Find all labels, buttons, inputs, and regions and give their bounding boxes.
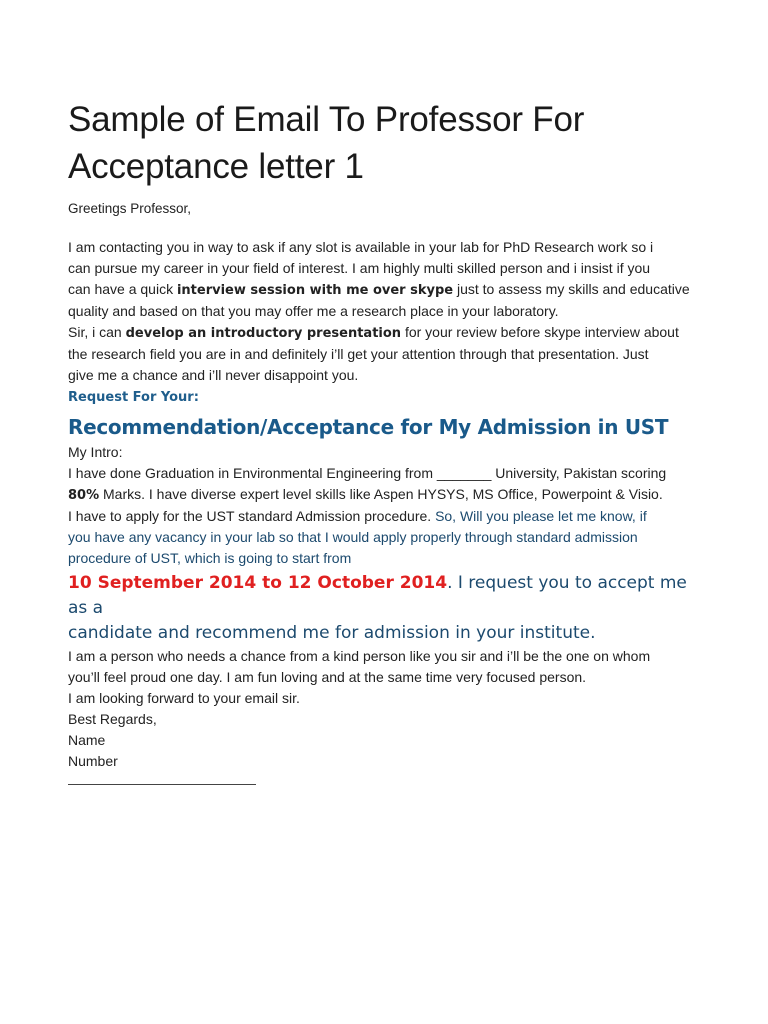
para1-line-6: the research field you are in and definitely i’ll get your attention through that presentation. Just bbox=[68, 346, 649, 362]
my-intro-section bbox=[68, 442, 708, 569]
signature-divider bbox=[68, 784, 256, 785]
greeting: Greetings Professor, bbox=[68, 201, 192, 216]
closing-line-2: you’ll feel proud one day. I am fun loving and at the same time very focused person. bbox=[68, 669, 587, 685]
dates-line-1 bbox=[68, 571, 708, 621]
my-intro-label: My Intro: bbox=[68, 444, 123, 460]
signature-number: Number bbox=[68, 753, 118, 769]
dates-line-1-post: . I request you to accept me as a bbox=[68, 573, 687, 618]
intro-line-4: you have any vacancy in your lab so that I would apply properly through standard admission bbox=[68, 529, 638, 545]
para1-line-1: I am contacting you in way to ask if any slot is available in your lab for PhD Research work so i bbox=[68, 239, 654, 255]
marks-bold: 80% bbox=[68, 488, 100, 503]
para1-line-5 bbox=[68, 322, 708, 344]
recommendation-heading: Recommendation/Acceptance for My Admission in UST bbox=[68, 415, 669, 439]
page-title bbox=[68, 96, 708, 190]
interview-session-bold: interview session with me over skype bbox=[176, 283, 454, 298]
para1-line-7: give me a chance and i’ll never disappoint you. bbox=[68, 367, 359, 383]
para1-line-3-post: just to assess my skills and educative bbox=[453, 281, 690, 297]
presentation-bold: develop an introductory presentation bbox=[125, 326, 402, 341]
intro-line-3-pre: I have to apply for the UST standard Admission procedure. bbox=[68, 508, 436, 524]
para1-line-4: quality and based on that you may offer me a research place in your laboratory. bbox=[68, 303, 559, 319]
closing-line-3: I am looking forward to your email sir. bbox=[68, 690, 300, 706]
para1-line-5-post: for your review before skype interview about bbox=[401, 324, 679, 340]
admission-dates bbox=[68, 571, 708, 646]
date-range: 10 September 2014 to 12 October 2014 bbox=[68, 573, 448, 593]
para1-line-3-pre: can have a quick bbox=[68, 281, 177, 297]
dates-line-2: candidate and recommend me for admission in your institute. bbox=[68, 623, 596, 643]
intro-line-2 bbox=[68, 484, 708, 506]
para1-line-3 bbox=[68, 279, 708, 301]
request-label: Request For Your: bbox=[68, 390, 199, 405]
best-regards: Best Regards, bbox=[68, 711, 157, 727]
signature-name: Name bbox=[68, 732, 106, 748]
intro-paragraph bbox=[68, 237, 708, 386]
document-page bbox=[68, 96, 708, 785]
para1-line-5-pre: Sir, i can bbox=[68, 324, 126, 340]
intro-line-3-blue: So, Will you please let me know, if bbox=[435, 508, 647, 524]
closing-line-1: I am a person who needs a chance from a kind person like you sir and i’ll be the one on whom bbox=[68, 648, 651, 664]
intro-line-2-post: Marks. I have diverse expert level skills like Aspen HYSYS, MS Office, Powerpoint & Visio. bbox=[99, 486, 663, 502]
title-line-1: Sample of Email To Professor For bbox=[68, 100, 585, 139]
title-line-2: Acceptance letter 1 bbox=[68, 147, 364, 186]
closing-section bbox=[68, 646, 708, 785]
intro-line-1: I have done Graduation in Environmental Engineering from _______ University, Pakistan scoring bbox=[68, 465, 667, 481]
intro-line-5: procedure of UST, which is going to start from bbox=[68, 550, 352, 566]
para1-line-2: can pursue my career in your field of interest. I am highly multi skilled person and i insist if you bbox=[68, 260, 651, 276]
intro-line-3 bbox=[68, 506, 708, 527]
